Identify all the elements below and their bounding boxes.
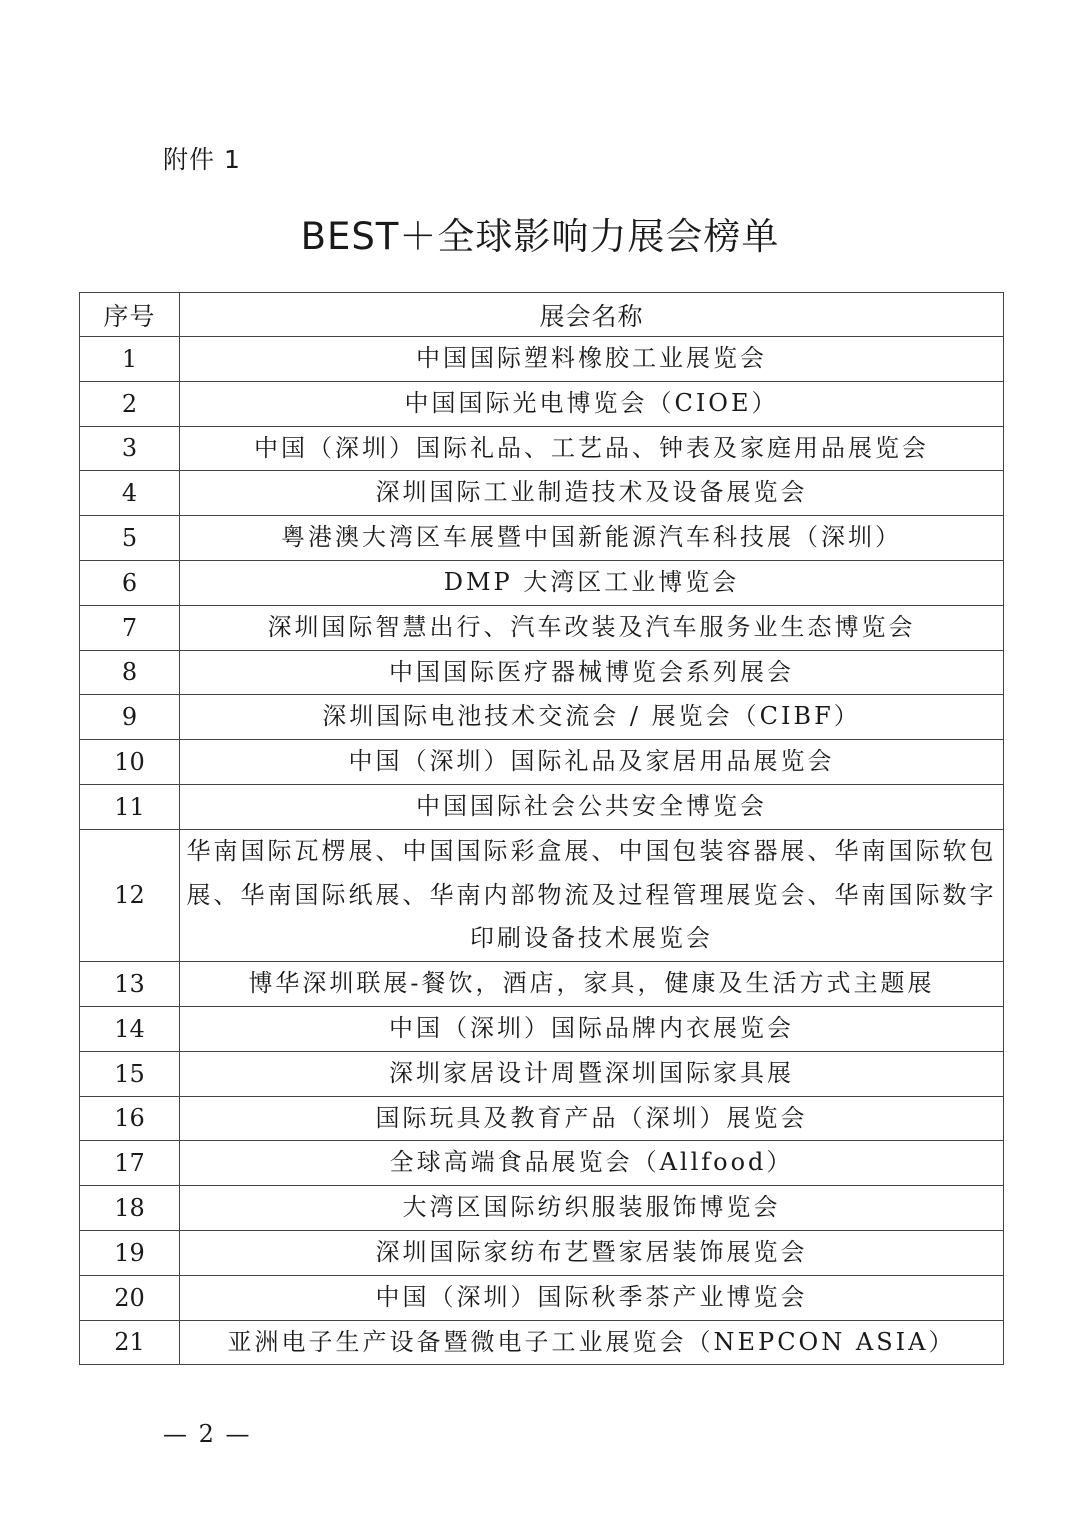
table-row [80, 1051, 1004, 1096]
row-index: 6 [80, 560, 180, 605]
header-name: 展会名称 [180, 293, 1004, 337]
row-index: 10 [80, 740, 180, 785]
table-row [80, 650, 1004, 695]
table-row [80, 1141, 1004, 1186]
row-exhibition-name: 深圳国际智慧出行、汽车改装及汽车服务业生态博览会 [180, 605, 1004, 650]
row-index: 9 [80, 695, 180, 740]
table-body [80, 337, 1004, 1365]
row-index: 15 [80, 1051, 180, 1096]
table-row [80, 1320, 1004, 1365]
row-exhibition-name: 深圳国际工业制造技术及设备展览会 [180, 471, 1004, 516]
table-header-row [80, 293, 1004, 337]
row-exhibition-name: 中国（深圳）国际礼品、工艺品、钟表及家庭用品展览会 [180, 426, 1004, 471]
row-index: 11 [80, 784, 180, 829]
row-exhibition-name: 华南国际瓦楞展、中国国际彩盒展、中国包装容器展、华南国际软包展、华南国际纸展、华南内部物流及过程管理展览会、华南国际数字印刷设备技术展览会 [180, 829, 1004, 961]
exhibition-table [79, 292, 1004, 1365]
row-index: 4 [80, 471, 180, 516]
row-index: 1 [80, 337, 180, 382]
row-index: 5 [80, 516, 180, 561]
row-exhibition-name: 中国（深圳）国际礼品及家居用品展览会 [180, 740, 1004, 785]
table-row [80, 784, 1004, 829]
row-index: 14 [80, 1006, 180, 1051]
table-row [80, 695, 1004, 740]
row-exhibition-name: 中国国际光电博览会（CIOE） [180, 381, 1004, 426]
table-row [80, 829, 1004, 961]
row-index: 2 [80, 381, 180, 426]
row-exhibition-name: 亚洲电子生产设备暨微电子工业展览会（NEPCON ASIA） [180, 1320, 1004, 1365]
row-index: 16 [80, 1096, 180, 1141]
table-row [80, 516, 1004, 561]
row-exhibition-name: 中国国际医疗器械博览会系列展会 [180, 650, 1004, 695]
table-row [80, 1230, 1004, 1275]
table-row [80, 1096, 1004, 1141]
row-index: 20 [80, 1275, 180, 1320]
row-index: 3 [80, 426, 180, 471]
table-row [80, 381, 1004, 426]
document-title: BEST＋全球影响力展会榜单 [300, 215, 780, 258]
page-number: — 2 — [163, 1420, 252, 1448]
row-exhibition-name: 深圳国际家纺布艺暨家居装饰展览会 [180, 1230, 1004, 1275]
row-index: 7 [80, 605, 180, 650]
row-exhibition-name: 粤港澳大湾区车展暨中国新能源汽车科技展（深圳） [180, 516, 1004, 561]
row-exhibition-name: 中国（深圳）国际秋季茶产业博览会 [180, 1275, 1004, 1320]
table-row [80, 560, 1004, 605]
table-row [80, 1186, 1004, 1231]
row-index: 12 [80, 829, 180, 961]
row-index: 8 [80, 650, 180, 695]
table-row [80, 1275, 1004, 1320]
table-row [80, 471, 1004, 516]
row-exhibition-name: 深圳家居设计周暨深圳国际家具展 [180, 1051, 1004, 1096]
row-exhibition-name: 中国（深圳）国际品牌内衣展览会 [180, 1006, 1004, 1051]
row-index: 19 [80, 1230, 180, 1275]
row-exhibition-name: 国际玩具及教育产品（深圳）展览会 [180, 1096, 1004, 1141]
table-row [80, 605, 1004, 650]
row-index: 13 [80, 962, 180, 1007]
row-exhibition-name: 深圳国际电池技术交流会 / 展览会（CIBF） [180, 695, 1004, 740]
row-exhibition-name: 中国国际塑料橡胶工业展览会 [180, 337, 1004, 382]
attachment-label: 附件 1 [163, 145, 241, 174]
header-index: 序号 [80, 293, 180, 337]
table-row [80, 740, 1004, 785]
row-exhibition-name: 博华深圳联展-餐饮，酒店，家具，健康及生活方式主题展 [180, 962, 1004, 1007]
row-index: 17 [80, 1141, 180, 1186]
table-row [80, 1006, 1004, 1051]
table-row [80, 426, 1004, 471]
row-exhibition-name: 中国国际社会公共安全博览会 [180, 784, 1004, 829]
row-exhibition-name: 全球高端食品展览会（Allfood） [180, 1141, 1004, 1186]
row-exhibition-name: 大湾区国际纺织服装服饰博览会 [180, 1186, 1004, 1231]
row-index: 21 [80, 1320, 180, 1365]
row-exhibition-name: DMP 大湾区工业博览会 [180, 560, 1004, 605]
table-row [80, 337, 1004, 382]
table-row [80, 962, 1004, 1007]
row-index: 18 [80, 1186, 180, 1231]
